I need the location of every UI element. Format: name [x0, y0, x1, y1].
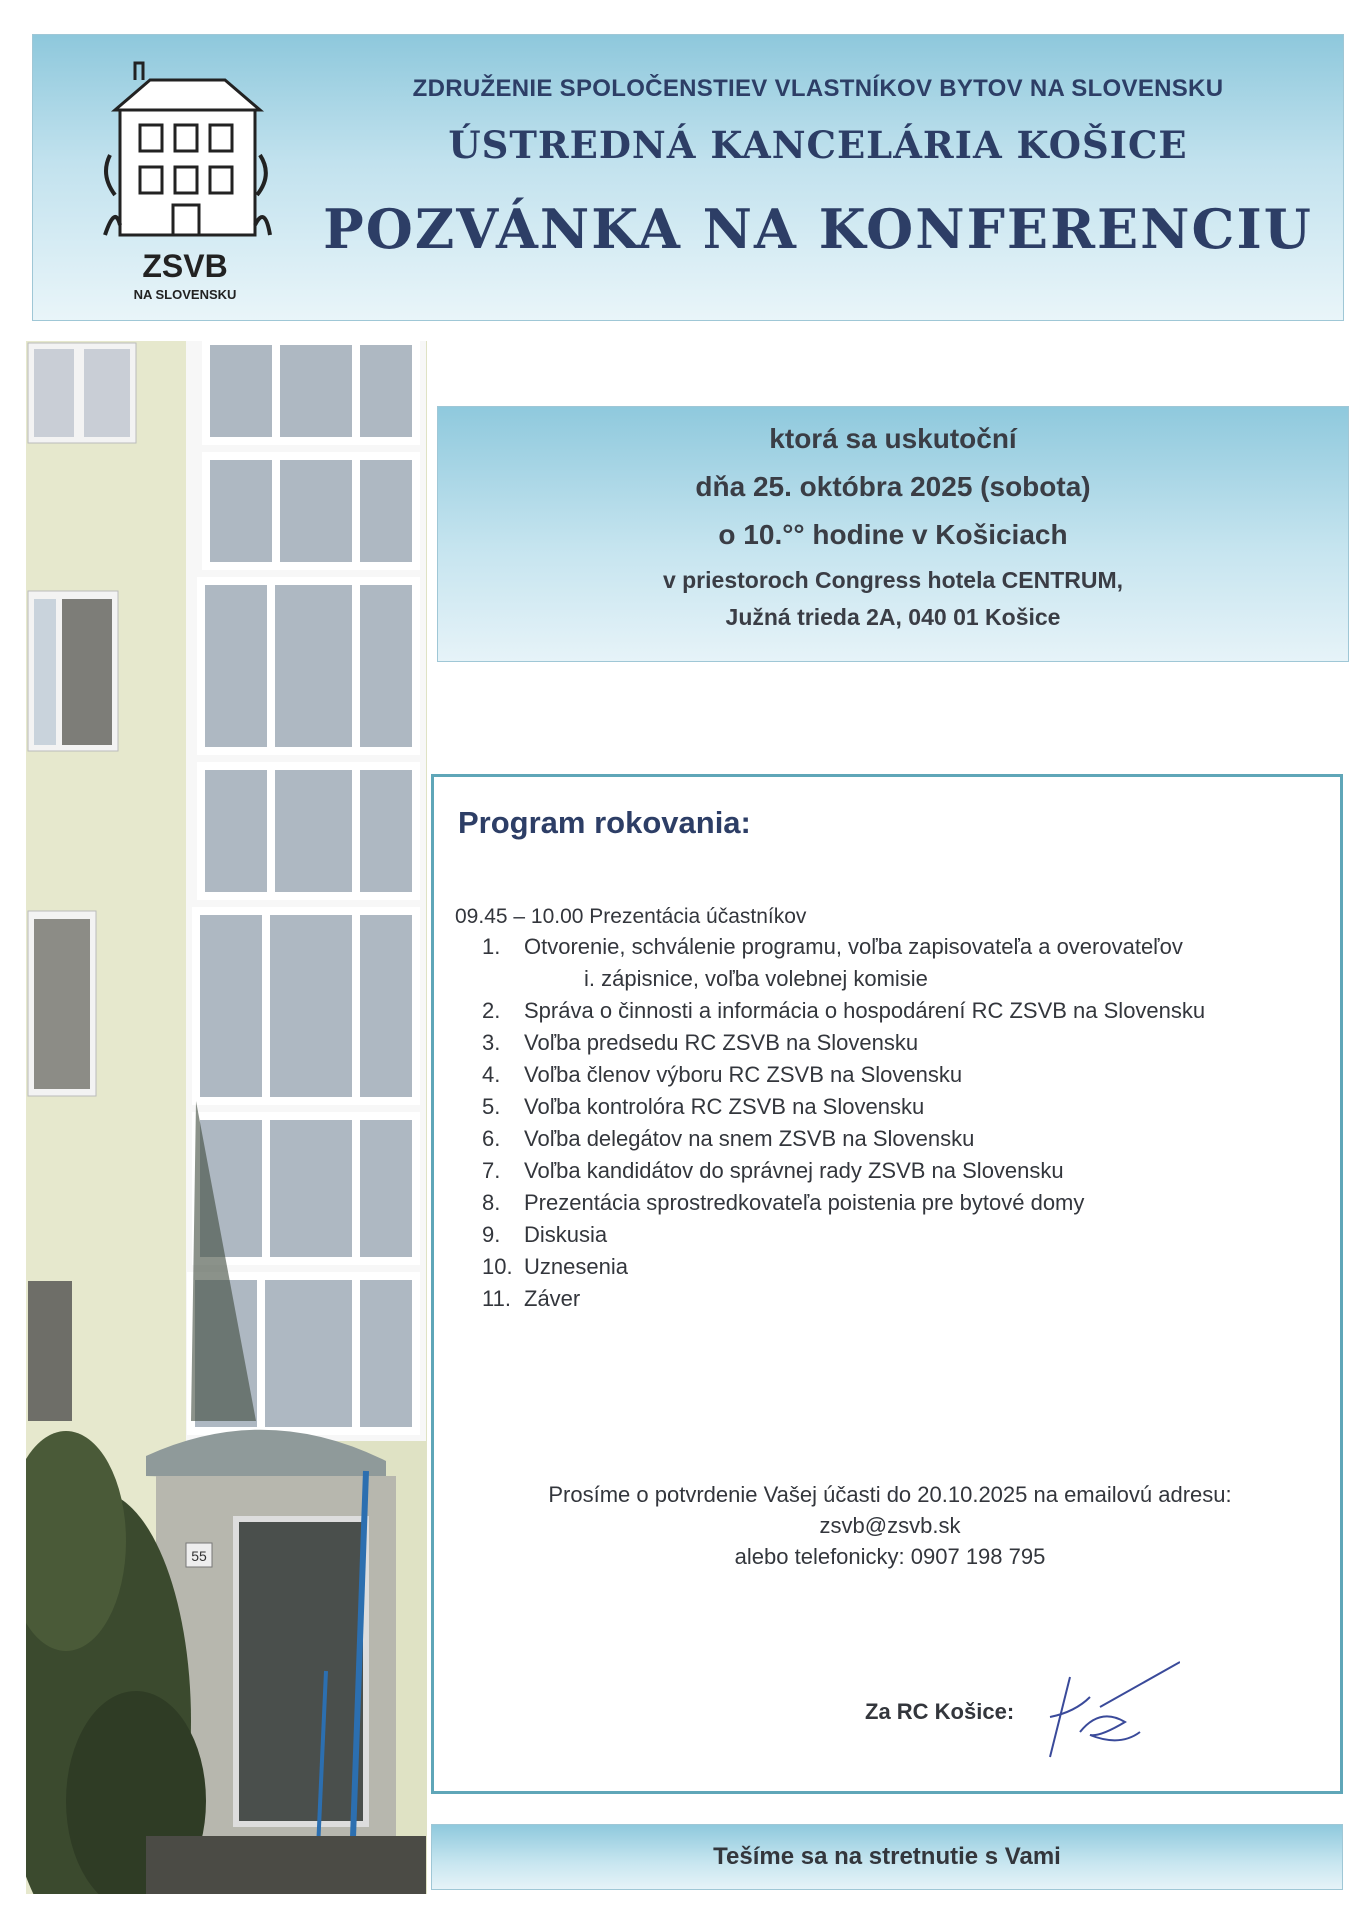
list-item: 10. Uznesenia [482, 1254, 628, 1279]
zsvb-logo [95, 55, 275, 305]
office-name: ÚSTREDNÁ KANCELÁRIA KOŠICE [448, 123, 1188, 167]
registration-time: 09.45 – 10.00 Prezentácia účastníkov [455, 905, 807, 928]
list-item: 9. Diskusia [482, 1222, 608, 1247]
list-item: 1. Otvorenie, schválenie programu, voľba zapisovateľa a overovateľov [482, 934, 1183, 959]
list-item: 6. Voľba delegátov na snem ZSVB na Slovensku [482, 1126, 975, 1151]
list-item: 7. Voľba kandidátov do správnej rady ZSVB na Slovensku [482, 1158, 1064, 1183]
program-heading: Program rokovania: [458, 805, 751, 840]
signature-label: Za RC Košice: [865, 1699, 1015, 1724]
invitation-title: POZVÁNKA NA KONFERENCIU [323, 197, 1313, 261]
event-date: dňa 25. októbra 2025 (sobota) [695, 471, 1091, 502]
event-intro: ktorá sa uskutoční [769, 423, 1017, 454]
header-banner [32, 34, 1344, 321]
program-box [431, 774, 1343, 1794]
footer-text: Tešíme sa na stretnutie s Vami [713, 1843, 1061, 1870]
handwritten-signature [1030, 1657, 1180, 1767]
list-item: 4. Voľba členov výboru RC ZSVB na Slovensku [482, 1062, 963, 1087]
footer-banner [431, 1824, 1343, 1890]
organization-name: ZDRUŽENIE SPOLOČENSTIEV VLASTNÍKOV BYTOV NA SLOVENSKU [412, 75, 1224, 102]
list-item-continuation: i. zápisnice, voľba volebnej komisie [584, 966, 928, 991]
rsvp-request: Prosíme o potvrdenie Vašej účasti do 20.10.2025 na emailovú adresu: [548, 1482, 1232, 1507]
event-address: Južná trieda 2A, 040 01 Košice [725, 604, 1061, 630]
building-photo [26, 341, 427, 1894]
list-item: 3. Voľba predsedu RC ZSVB na Slovensku [482, 1030, 919, 1055]
event-time-city: o 10.°° hodine v Košiciach [718, 519, 1068, 550]
list-item: 8. Prezentácia sprostredkovateľa poistenia pre bytové domy [482, 1190, 1085, 1215]
house-logo-icon [105, 63, 270, 235]
logo-subtitle: NA SLOVENSKU [133, 287, 237, 302]
list-item: 2. Správa o činnosti a informácia o hospodárení RC ZSVB na Slovensku [482, 998, 1206, 1023]
list-item: 5. Voľba kontrolóra RC ZSVB na Slovensku [482, 1094, 925, 1119]
event-details-box [437, 406, 1349, 662]
list-item: 11. Záver [482, 1286, 581, 1311]
event-venue: v priestoroch Congress hotela CENTRUM, [662, 567, 1124, 593]
rsvp-phone: alebo telefonicky: 0907 198 795 [734, 1544, 1046, 1569]
logo-abbr: ZSVB [142, 248, 228, 284]
door-number: 55 [191, 1548, 207, 1564]
rsvp-email: zsvb@zsvb.sk [819, 1513, 961, 1538]
